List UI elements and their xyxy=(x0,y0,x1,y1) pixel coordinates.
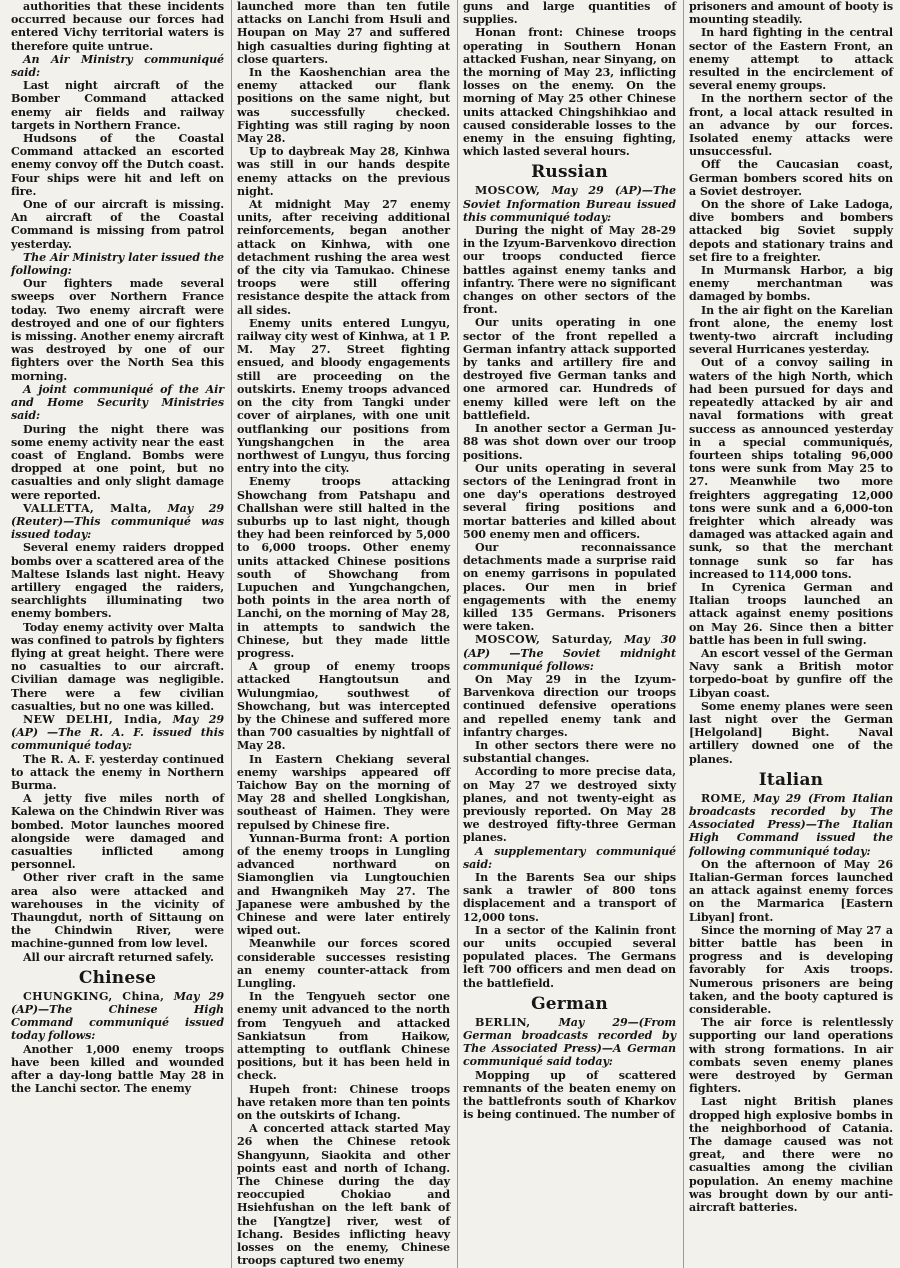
section-heading: German xyxy=(531,993,608,1014)
article-paragraph: On the shore of Lake Ladoga, dive bombers and bombers attacked big Soviet supply depots and stationary trains and set fire to a freighter. xyxy=(689,198,893,264)
article-paragraph: Our units operating in several sectors of the Leningrad front in one day's operations destroyed several firing positions and mortar batteries and killed about 500 enemy men and officers. xyxy=(463,461,676,541)
article-paragraph: In other sectors there were no substantial changes. xyxy=(463,738,676,766)
article-paragraph: During the night there was some enemy activity near the east coast of England. Bombs were dropped at one point, but no casualties and only slight damage were reported. xyxy=(11,422,224,502)
dateline xyxy=(11,990,224,1043)
article-paragraph: Some enemy planes were seen last night over the German [Helgoland] Bight. Naval artillery downed one of the planes. xyxy=(689,699,893,766)
article-paragraph: At midnight May 27 enemy units, after receiving additional reinforcements, began another attack on Kinhwa, with one detachment rushing the area west of the city via Tamukao. Chinese troops were still offering resistance despite the attack from all sides. xyxy=(237,198,450,317)
article-paragraph: Since the morning of May 27 a bitter battle has been in progress and is developing favorably for Axis troops. Numerous prisoners are being taken, and the booty captured is considerable. xyxy=(689,923,893,1017)
communique-lead: A supplementary communiqué said: xyxy=(463,844,676,871)
article-paragraph: Last night aircraft of the Bomber Command attacked enemy air fields and railway targets in Northern France. xyxy=(11,79,224,132)
article-paragraph: authorities that these incidents occurred because our forces had entered Vichy territorial waters is therefore quite untrue. xyxy=(11,0,224,53)
column-3 xyxy=(458,0,684,1268)
dateline-text: May 30 (AP) —The Soviet midnight communiqué follows: xyxy=(463,633,676,673)
dateline-text: May 29 (AP)—The Soviet Information Bureau issued this communiqué today: xyxy=(463,184,676,224)
section-heading: Russian xyxy=(531,162,608,183)
dateline-city: NEW DELHI, India, xyxy=(23,712,163,726)
dateline xyxy=(11,713,224,753)
article-paragraph: Out of a convoy sailing in waters of the high North, which had been pursued for days and repeatedly attacked by air and naval formations with great success as announced yesterday in a special communiqués, fourteen ships totaling 96,000 tons were sunk from May 25 to 27. Meanwhile two more freighters aggregating 12,000 tons were sunk and a 6,000-ton freighter which already was damaged was attacked again and sunk, so that the merchant tonnage sunk so far has increased to 114,000 tons. xyxy=(689,356,893,581)
article-paragraph: launched more than ten futile attacks on Lanchi from Hsuli and Houpan on May 27 and suffered high casualties during fighting at close quarters. xyxy=(237,0,450,66)
article-paragraph: Today enemy activity over Malta was confined to patrols by fighters flying at great height. There were no casualties to our aircraft. Civilian damage was negligible. There were a few civilian casualties, but no one was killed. xyxy=(11,620,224,713)
article-paragraph: In the Barents Sea our ships sank a trawler of 800 tons displacement and a transport of 12,000 tons. xyxy=(463,871,676,924)
dateline-text: May 29—(From German broadcasts recorded by The Associated Press)—A German communiqué said today: xyxy=(463,1015,676,1069)
article-paragraph: Our reconnaissance detachments made a surprise raid on enemy garrisons in populated places. Our men in brief engagements with the enemy killed 135 Germans. Prisoners were taken. xyxy=(463,540,676,634)
dateline-city: CHUNGKING, China, xyxy=(23,989,165,1003)
article-paragraph: Enemy units entered Lungyu, railway city west of Kinhwa, at 1 P. M. May 27. Street fighting ensued, and bloody engagements still are proceeding on the outskirts. Enemy troops advanced on the city from Tangki under cover of airplanes, with one unit outflanking our positions from Yungshangchen in the area northwest of Lungyu, thus forcing entry into the city. xyxy=(237,316,450,476)
dateline-city: BERLIN, xyxy=(475,1015,531,1029)
article-paragraph: A concerted attack started May 26 when the Chinese retook Shangyunn, Siaokita and other points east and north of Ichang. The Chinese during the day reoccupied Chokiao and Hsiehfushan on the left bank of the [Yangtze] river, west of Ichang. Besides inflicting heavy losses on the enemy, Chinese troops captured two enemy xyxy=(237,1122,450,1268)
column-1 xyxy=(6,0,232,1268)
dateline xyxy=(463,633,676,673)
article-paragraph: Honan front: Chinese troops operating in Southern Honan attacked Fushan, near Sinyang, on the morning of May 23, inflicting losses on the enemy. On the morning of May 25 other Chinese units attacked Chingshihkiao and caused considerable losses to the enemy in the ensuing fighting, which lasted several hours. xyxy=(463,26,676,159)
dateline-text: May 29 (From Italian broadcasts recorded by The Associated Press)—The Italian High Command issued the following communiqué today: xyxy=(689,791,894,858)
dateline xyxy=(11,502,224,542)
article-paragraph: Several enemy raiders dropped bombs over a scattered area of the Maltese Islands last night. Heavy artillery engaged the raiders, searchlights illuminating two enemy bombers. xyxy=(11,541,224,621)
dateline-text: May 29 (AP)—The Chinese High Command communiqué issued today follows: xyxy=(11,989,225,1043)
dateline-text: May 29 (Reuter)—This communiqué was issued today: xyxy=(11,501,224,542)
article-paragraph: In the northern sector of the front, a local attack resulted in an advance by our forces. Isolated enemy attacks were unsuccessful. xyxy=(689,92,893,159)
dateline-city: VALLETTA, Malta, xyxy=(23,501,152,515)
dateline xyxy=(463,184,676,224)
article-paragraph: In Cyrenica German and Italian troops launched an attack against enemy positions on May 26. Since then a bitter battle has been in full swing. xyxy=(689,580,893,647)
article-paragraph: In Eastern Chekiang several enemy warships appeared off Taichow Bay on the morning of May 28 and shelled Longkishan, southeast of Haimen. They were repulsed by Chinese fire. xyxy=(237,752,450,832)
dateline-city: MOSCOW, Saturday, xyxy=(475,633,613,647)
article-paragraph: The air force is relentlessly supporting our land operations with strong formations. In air combats seven enemy planes were destroyed by German fighters. xyxy=(689,1016,893,1096)
dateline xyxy=(689,792,893,858)
article-paragraph: In another sector a German Ju-88 was shot down over our troop positions. xyxy=(463,422,676,462)
article-paragraph: A group of enemy troops attacked Hangtoutsun and Wulungmiao, southwest of Showchang, but was intercepted by the Chinese and suffered more than 700 casualties by nightfall of May 28. xyxy=(237,660,450,753)
dateline-city: MOSCOW, xyxy=(475,184,541,198)
article-paragraph: In hard fighting in the central sector of the Eastern Front, an enemy attempt to attack resulted in the encirclement of several enemy groups. xyxy=(689,26,893,93)
article-paragraph: Other river craft in the same area also were attacked and warehouses in the vicinity of Thaungdut, north of Sittaung on the Chindwin River, were machine-gunned from low level. xyxy=(11,871,224,951)
article-paragraph: A jetty five miles north of Kalewa on the Chindwin River was bombed. Motor launches moored alongside were damaged and casualties inflicted among personnel. xyxy=(11,792,224,872)
article-paragraph: prisoners and amount of booty is mounting steadily. xyxy=(689,0,893,27)
article-paragraph: Another 1,000 enemy troops have been killed and wounded after a day-long battle May 28 in the Lanchi sector. The enemy xyxy=(11,1042,224,1096)
article-paragraph: Mopping up of scattered remnants of the beaten enemy on the battlefronts south of Kharkov is being continued. The number of xyxy=(463,1068,676,1122)
communique-lead: An Air Ministry communiqué said: xyxy=(11,52,224,80)
article-paragraph: In the Kaoshenchian area the enemy attacked our flank positions on the same night, but was successfully checked. Fighting was still raging by noon May 28. xyxy=(237,66,450,146)
article-paragraph: Off the Caucasian coast, German bombers scored hits on a Soviet destroyer. xyxy=(689,158,893,198)
dateline-text: May 29 (AP) —The R. A. F. issued this communiqué today: xyxy=(11,712,224,753)
column-4 xyxy=(684,0,900,1268)
article-paragraph: Meanwhile our forces scored considerable successes resisting an enemy counter-attack from Lungling. xyxy=(237,937,450,991)
article-paragraph: In Murmansk Harbor, a big enemy merchantman was damaged by bombs. xyxy=(689,264,893,304)
article-paragraph: Up to daybreak May 28, Kinhwa was still in our hands despite enemy attacks on the previous night. xyxy=(237,145,450,198)
article-paragraph: Enemy troops attacking Showchang from Patshapu and Challshan were still halted in the suburbs up to last night, though they had been reinforced by 5,000 to 6,000 troops. Other enemy units attacked Chinese positions south of Showchang from Lupuchen and Yungchangchen, both points in the area north of Lanchi, on the morning of May 28, in attempts to sandwich the Chinese, but they made little progress. xyxy=(237,475,450,660)
section-heading: Chinese xyxy=(78,967,157,988)
article-paragraph: Hudsons of the Coastal Command attacked an escorted enemy convoy off the Dutch coast. Four ships were hit and left on fire. xyxy=(11,132,224,198)
section-heading: Italian xyxy=(758,769,824,790)
article-paragraph: Hupeh front: Chinese troops have retaken more than ten points on the outskirts of Ichang. xyxy=(237,1082,450,1123)
communique-lead: The Air Ministry later issued the following: xyxy=(11,250,224,278)
article-paragraph: In the air fight on the Karelian front alone, the enemy lost twenty-two aircraft including several Hurricanes yesterday. xyxy=(689,303,893,357)
article-paragraph: An escort vessel of the German Navy sank a British motor torpedo-boat by gunfire off the Libyan coast. xyxy=(689,646,893,700)
article-paragraph: On the afternoon of May 26 Italian-German forces launched an attack against enemy forces on the Marmarica [Eastern Libyan] front. xyxy=(689,857,893,924)
article-paragraph: All our aircraft returned safely. xyxy=(23,950,214,964)
communique-lead: A joint communiqué of the Air and Home Security Ministries said: xyxy=(11,382,224,423)
column-2 xyxy=(232,0,458,1268)
article-paragraph: Yunnan-Burma front: A portion of the enemy troops in Lungling advanced northward on Siamonglien via Lungtouchien and Hwangnikeh May 27. The Japanese were ambushed by the Chinese and were later entirely wiped out. xyxy=(237,831,450,938)
dateline-city: ROME, xyxy=(701,791,746,805)
article-paragraph: The R. A. F. yesterday continued to attack the enemy in Northern Burma. xyxy=(11,752,224,792)
article-paragraph: Our units operating in one sector of the front repelled a German infantry attack supported by tanks and artillery fire and destroyed five German tanks and one armored car. Hundreds of enemy killed were left on the battlefield. xyxy=(463,316,676,422)
article-paragraph: During the night of May 28-29 in the Izyum-Barvenkovo direction our troops conducted fierce battles against enemy tanks and infantry. There were no significant changes on other sectors of the front. xyxy=(463,224,676,317)
article-paragraph: One of our aircraft is missing. An aircraft of the Coastal Command is missing from patrol yesterday. xyxy=(11,198,224,251)
article-paragraph: Last night British planes dropped high explosive bombs in the neighborhood of Catania. The damage caused was not great, and there were no casualties among the civilian population. An enemy machine was brought down by our anti-aircraft batteries. xyxy=(689,1095,893,1215)
article-paragraph: Our fighters made several sweeps over Northern France today. Two enemy aircraft were destroyed and one of our fighters is missing. Another enemy aircraft was destroyed by one of our fighters over the North Sea this morning. xyxy=(11,277,224,383)
article-paragraph: In the Tengyueh sector one enemy unit advanced to the north from Tengyueh and attacked Sankiatsun from Haikow, attempting to outflank Chinese positions, but it has been held in check. xyxy=(237,990,450,1083)
article-paragraph: On May 29 in the Izyum-Barvenkova direction our troops continued defensive operations and repelled enemy tank and infantry charges. xyxy=(463,672,676,739)
article-paragraph: guns and large quantities of supplies. xyxy=(463,0,676,27)
dateline xyxy=(463,1016,676,1069)
article-paragraph: According to more precise data, on May 27 we destroyed sixty planes, and not twenty-eight as previously reported. On May 28 we destroyed fifty-three German planes. xyxy=(463,765,676,845)
article-paragraph: In a sector of the Kalinin front our units occupied several populated places. The Germans left 700 officers and men dead on the battlefield. xyxy=(463,923,676,990)
